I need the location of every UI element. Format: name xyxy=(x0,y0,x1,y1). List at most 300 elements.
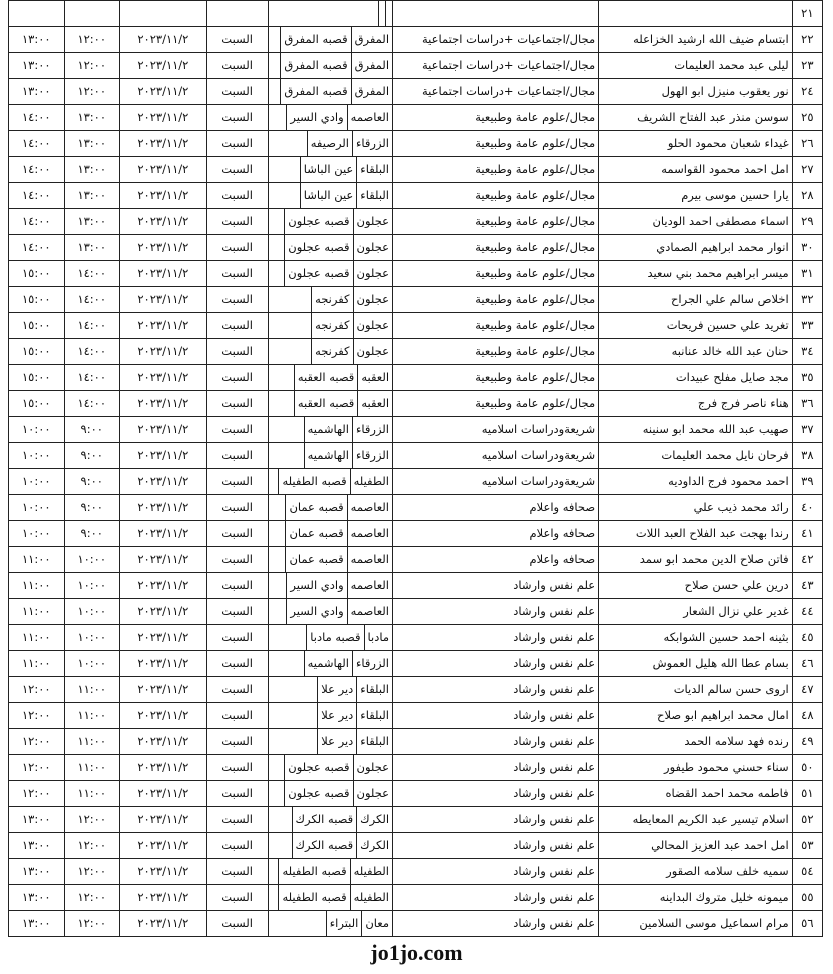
start-time: ١٤:٠٠ xyxy=(64,365,119,391)
teacher-name: رندا بهجت عبد الفلاح العبد اللات xyxy=(599,521,793,547)
governorate xyxy=(386,1,392,26)
end-time: ١٥:٠٠ xyxy=(9,261,65,287)
start-time: ١٤:٠٠ xyxy=(64,287,119,313)
table-row xyxy=(9,573,823,599)
end-time: ١١:٠٠ xyxy=(9,599,65,625)
exam-date: ٢٠٢٣/١١/٢ xyxy=(119,53,206,79)
directorate-area: الرصيفه xyxy=(307,131,353,156)
exam-day: السبت xyxy=(206,443,268,469)
exam-date: ٢٠٢٣/١١/٢ xyxy=(119,235,206,261)
row-number: ٢٩ xyxy=(792,209,822,235)
table-row xyxy=(9,911,823,937)
directorate-area: وادي السير xyxy=(286,573,347,598)
row-number: ٣٥ xyxy=(792,365,822,391)
specialty-field: مجال/علوم عامة وطبيعية xyxy=(393,183,599,209)
teacher-name: فاطمه محمد احمد القضاه xyxy=(599,781,793,807)
start-time: ١١:٠٠ xyxy=(64,729,119,755)
exam-date: ٢٠٢٣/١١/٢ xyxy=(119,573,206,599)
start-time: ١٣:٠٠ xyxy=(64,183,119,209)
governorate: عجلون xyxy=(356,240,390,254)
governorate: المفرق xyxy=(354,32,390,46)
exam-date: ٢٠٢٣/١١/٢ xyxy=(119,27,206,53)
governorate: المفرق xyxy=(354,58,390,72)
row-number: ٥٢ xyxy=(792,807,822,833)
directorate-area: الهاشميه xyxy=(304,417,353,442)
table-row xyxy=(9,131,823,157)
row-number: ٤٧ xyxy=(792,677,822,703)
directorate-area: قصبه عجلون xyxy=(284,781,353,806)
location-cell xyxy=(268,859,393,885)
start-time xyxy=(64,1,119,27)
exam-day: السبت xyxy=(206,911,268,937)
governorate: العاصمه xyxy=(350,578,390,592)
exam-day xyxy=(206,1,268,27)
location-cell xyxy=(268,885,393,911)
row-number: ٣٦ xyxy=(792,391,822,417)
specialty-field: علم نفس وارشاد xyxy=(393,625,599,651)
governorate: العاصمه xyxy=(350,500,390,514)
exam-day: السبت xyxy=(206,729,268,755)
exam-day: السبت xyxy=(206,547,268,573)
governorate: البلقاء xyxy=(360,708,390,722)
exam-day: السبت xyxy=(206,599,268,625)
end-time: ١٢:٠٠ xyxy=(9,703,65,729)
governorate: العاصمه xyxy=(350,604,390,618)
location-cell xyxy=(268,53,393,79)
location-cell xyxy=(268,573,393,599)
exam-date: ٢٠٢٣/١١/٢ xyxy=(119,807,206,833)
exam-date: ٢٠٢٣/١١/٢ xyxy=(119,287,206,313)
table-row xyxy=(9,1,823,27)
end-time: ١٣:٠٠ xyxy=(9,885,65,911)
exam-day: السبت xyxy=(206,755,268,781)
governorate: البلقاء xyxy=(360,188,390,202)
end-time: ١٥:٠٠ xyxy=(9,339,65,365)
governorate: العاصمه xyxy=(350,110,390,124)
location-cell xyxy=(268,703,393,729)
location-cell xyxy=(268,79,393,105)
location-cell xyxy=(268,157,393,183)
row-number: ٥٣ xyxy=(792,833,822,859)
teacher-name: تغريد علي حسين فريحات xyxy=(599,313,793,339)
row-number: ٢٢ xyxy=(792,27,822,53)
exam-day: السبت xyxy=(206,79,268,105)
exam-date: ٢٠٢٣/١١/٢ xyxy=(119,781,206,807)
directorate-area: قصبه الطفيله xyxy=(278,469,350,494)
directorate-area: قصبه المفرق xyxy=(280,27,351,52)
directorate-area: قصبه العقبه xyxy=(294,391,358,416)
directorate-area: وادي السير xyxy=(286,599,347,624)
governorate: البلقاء xyxy=(360,734,390,748)
location-cell xyxy=(268,417,393,443)
teacher-name: اسماء مصطفى احمد الوديان xyxy=(599,209,793,235)
exam-day: السبت xyxy=(206,209,268,235)
exam-date: ٢٠٢٣/١١/٢ xyxy=(119,521,206,547)
row-number: ٤٢ xyxy=(792,547,822,573)
specialty-field: علم نفس وارشاد xyxy=(393,651,599,677)
table-row xyxy=(9,157,823,183)
exam-date: ٢٠٢٣/١١/٢ xyxy=(119,313,206,339)
directorate-area: قصبه عجلون xyxy=(284,755,353,780)
end-time: ١٥:٠٠ xyxy=(9,365,65,391)
teacher-name: انوار محمد ابراهيم الصمادي xyxy=(599,235,793,261)
start-time: ١١:٠٠ xyxy=(64,755,119,781)
start-time: ١٢:٠٠ xyxy=(64,911,119,937)
start-time: ٩:٠٠ xyxy=(64,521,119,547)
exam-date: ٢٠٢٣/١١/٢ xyxy=(119,261,206,287)
teacher-name: اروى حسن سالم الديات xyxy=(599,677,793,703)
governorate: عجلون xyxy=(356,292,390,306)
row-number: ٢٣ xyxy=(792,53,822,79)
directorate-area: قصبه عمان xyxy=(285,521,347,546)
governorate: الزرقاء xyxy=(356,448,390,462)
governorate: الكرك xyxy=(360,812,390,826)
location-cell xyxy=(268,261,393,287)
start-time: ١٢:٠٠ xyxy=(64,27,119,53)
directorate-area: قصبه الطفيله xyxy=(278,859,350,884)
teacher-name: حنان عبد الله خالد عنانبه xyxy=(599,339,793,365)
table-row xyxy=(9,703,823,729)
directorate-area: قصبه عجلون xyxy=(284,235,353,260)
exam-day: السبت xyxy=(206,391,268,417)
location-cell xyxy=(268,235,393,261)
exam-date: ٢٠٢٣/١١/٢ xyxy=(119,625,206,651)
table-row xyxy=(9,807,823,833)
exam-date: ٢٠٢٣/١١/٢ xyxy=(119,79,206,105)
start-time: ١٤:٠٠ xyxy=(64,391,119,417)
governorate: عجلون xyxy=(356,344,390,358)
exam-date: ٢٠٢٣/١١/٢ xyxy=(119,339,206,365)
location-cell xyxy=(268,339,393,365)
row-number: ٤١ xyxy=(792,521,822,547)
table-row xyxy=(9,313,823,339)
end-time: ١٥:٠٠ xyxy=(9,391,65,417)
exam-date: ٢٠٢٣/١١/٢ xyxy=(119,105,206,131)
directorate-area: دير علا xyxy=(317,703,357,728)
location-cell xyxy=(268,781,393,807)
end-time: ١٣:٠٠ xyxy=(9,911,65,937)
directorate-area: عين الباشا xyxy=(300,183,358,208)
watermark-footer: jo1jo.com xyxy=(370,940,463,965)
end-time: ١٤:٠٠ xyxy=(9,105,65,131)
teacher-name: سوسن منذر عبد الفتاح الشريف xyxy=(599,105,793,131)
end-time: ١٤:٠٠ xyxy=(9,157,65,183)
row-number: ٤٣ xyxy=(792,573,822,599)
exam-date: ٢٠٢٣/١١/٢ xyxy=(119,443,206,469)
start-time: ١٢:٠٠ xyxy=(64,53,119,79)
teacher-name: ليلى عبد محمد العليمات xyxy=(599,53,793,79)
exam-day: السبت xyxy=(206,469,268,495)
teacher-name: رنده فهد سلامه الحمد xyxy=(599,729,793,755)
table-row xyxy=(9,521,823,547)
table-row xyxy=(9,183,823,209)
row-number: ٤٠ xyxy=(792,495,822,521)
exam-date: ٢٠٢٣/١١/٢ xyxy=(119,131,206,157)
exam-date: ٢٠٢٣/١١/٢ xyxy=(119,417,206,443)
teacher-name: صهيب عبد الله محمد ابو سنينه xyxy=(599,417,793,443)
location-cell xyxy=(268,651,393,677)
row-number: ٣١ xyxy=(792,261,822,287)
table-row xyxy=(9,391,823,417)
row-number: ٤٩ xyxy=(792,729,822,755)
exam-day: السبت xyxy=(206,781,268,807)
row-number: ٣٠ xyxy=(792,235,822,261)
specialty-field: مجال/علوم عامة وطبيعية xyxy=(393,391,599,417)
end-time: ١٠:٠٠ xyxy=(9,443,65,469)
teacher-name: فاتن صلاح الدين محمد ابو سمد xyxy=(599,547,793,573)
governorate: الزرقاء xyxy=(356,422,390,436)
table-row xyxy=(9,27,823,53)
table-row xyxy=(9,885,823,911)
specialty-field: علم نفس وارشاد xyxy=(393,833,599,859)
exam-date: ٢٠٢٣/١١/٢ xyxy=(119,859,206,885)
table-row xyxy=(9,781,823,807)
exam-day: السبت xyxy=(206,183,268,209)
exam-date: ٢٠٢٣/١١/٢ xyxy=(119,677,206,703)
start-time: ٩:٠٠ xyxy=(64,469,119,495)
specialty-field: علم نفس وارشاد xyxy=(393,677,599,703)
exam-date: ٢٠٢٣/١١/٢ xyxy=(119,391,206,417)
exam-day: السبت xyxy=(206,105,268,131)
end-time: ١٢:٠٠ xyxy=(9,677,65,703)
start-time: ١٠:٠٠ xyxy=(64,547,119,573)
row-number: ٢٧ xyxy=(792,157,822,183)
location-cell xyxy=(268,911,393,937)
governorate: البلقاء xyxy=(360,162,390,176)
specialty-field: صحافه واعلام xyxy=(393,495,599,521)
governorate: الكرك xyxy=(360,838,390,852)
directorate-area: كفرنجه xyxy=(311,313,353,338)
directorate-area: قصبه الكرك xyxy=(292,807,358,832)
table-row xyxy=(9,261,823,287)
start-time: ١١:٠٠ xyxy=(64,677,119,703)
start-time: ١٠:٠٠ xyxy=(64,625,119,651)
end-time: ١٤:٠٠ xyxy=(9,183,65,209)
governorate: العاصمه xyxy=(350,552,390,566)
location-cell xyxy=(268,287,393,313)
location-cell xyxy=(268,391,393,417)
end-time: ١٢:٠٠ xyxy=(9,755,65,781)
location-cell xyxy=(268,1,393,27)
teacher-name: بثينه احمد حسين الشوابكه xyxy=(599,625,793,651)
end-time: ١٠:٠٠ xyxy=(9,495,65,521)
directorate-area: الهاشميه xyxy=(304,443,353,468)
row-number: ٣٧ xyxy=(792,417,822,443)
directorate-area: وادي السير xyxy=(286,105,347,130)
row-number: ٥٦ xyxy=(792,911,822,937)
start-time: ١٤:٠٠ xyxy=(64,339,119,365)
start-time: ١٣:٠٠ xyxy=(64,209,119,235)
end-time: ١٣:٠٠ xyxy=(9,807,65,833)
teacher-name: اخلاص سالم علي الجراح xyxy=(599,287,793,313)
exam-date: ٢٠٢٣/١١/٢ xyxy=(119,911,206,937)
governorate: عجلون xyxy=(356,214,390,228)
end-time: ١٠:٠٠ xyxy=(9,469,65,495)
directorate-area: عين الباشا xyxy=(300,157,358,182)
start-time: ١٣:٠٠ xyxy=(64,131,119,157)
row-number: ٥١ xyxy=(792,781,822,807)
governorate: الطفيله xyxy=(353,474,390,488)
exam-day: السبت xyxy=(206,885,268,911)
specialty-field: مجال/علوم عامة وطبيعية xyxy=(393,313,599,339)
specialty-field: علم نفس وارشاد xyxy=(393,703,599,729)
specialty-field: علم نفس وارشاد xyxy=(393,755,599,781)
row-number: ٣٢ xyxy=(792,287,822,313)
exam-day: السبت xyxy=(206,859,268,885)
directorate-area: قصبه الكرك xyxy=(292,833,358,858)
specialty-field: مجال/علوم عامة وطبيعية xyxy=(393,105,599,131)
start-time: ١٣:٠٠ xyxy=(64,235,119,261)
teacher-name: غيداء شعبان محمود الحلو xyxy=(599,131,793,157)
row-number: ٢٤ xyxy=(792,79,822,105)
specialty-field: مجال/علوم عامة وطبيعية xyxy=(393,157,599,183)
end-time: ١١:٠٠ xyxy=(9,625,65,651)
exam-date: ٢٠٢٣/١١/٢ xyxy=(119,651,206,677)
specialty-field: شريعةودراسات اسلاميه xyxy=(393,417,599,443)
exam-day: السبت xyxy=(206,365,268,391)
governorate: الزرقاء xyxy=(356,656,390,670)
exam-date: ٢٠٢٣/١١/٢ xyxy=(119,703,206,729)
row-number: ٤٦ xyxy=(792,651,822,677)
start-time: ١٢:٠٠ xyxy=(64,833,119,859)
teacher-name: ابتسام ضيف الله ارشيد الخزاعله xyxy=(599,27,793,53)
start-time: ١٣:٠٠ xyxy=(64,157,119,183)
table-row xyxy=(9,105,823,131)
exam-day: السبت xyxy=(206,339,268,365)
teacher-name: يارا حسين موسى بيرم xyxy=(599,183,793,209)
location-cell xyxy=(268,677,393,703)
directorate-area: قصبه الطفيله xyxy=(278,885,350,910)
table-row xyxy=(9,495,823,521)
teacher-name: بسام عطا الله هليل العموش xyxy=(599,651,793,677)
row-number: ٥٠ xyxy=(792,755,822,781)
directorate-area: دير علا xyxy=(317,677,357,702)
governorate: مادبا xyxy=(367,630,390,644)
exam-date: ٢٠٢٣/١١/٢ xyxy=(119,547,206,573)
specialty-field: علم نفس وارشاد xyxy=(393,859,599,885)
row-number: ٥٥ xyxy=(792,885,822,911)
exam-day: السبت xyxy=(206,703,268,729)
exam-date: ٢٠٢٣/١١/٢ xyxy=(119,885,206,911)
specialty-field xyxy=(393,1,599,27)
teacher-name: امل احمد عبد العزيز المحالي xyxy=(599,833,793,859)
teacher-name: احمد محمود فرج الداوديه xyxy=(599,469,793,495)
table-row xyxy=(9,209,823,235)
teacher-name: هناء ناصر فرج فرج xyxy=(599,391,793,417)
specialty-field: صحافه واعلام xyxy=(393,547,599,573)
location-cell xyxy=(268,105,393,131)
specialty-field: شريعةودراسات اسلاميه xyxy=(393,443,599,469)
teacher-name: مرام اسماعيل موسى السلامين xyxy=(599,911,793,937)
specialty-field: صحافه واعلام xyxy=(393,521,599,547)
end-time xyxy=(9,1,65,27)
teacher-name: سناء حسني محمود طيفور xyxy=(599,755,793,781)
table-row xyxy=(9,833,823,859)
row-number: ٢٨ xyxy=(792,183,822,209)
end-time: ١٥:٠٠ xyxy=(9,287,65,313)
table-row xyxy=(9,599,823,625)
start-time: ١٢:٠٠ xyxy=(64,885,119,911)
location-cell xyxy=(268,807,393,833)
governorate: الطفيله xyxy=(353,864,390,878)
governorate: العقبه xyxy=(361,370,390,384)
specialty-field: علم نفس وارشاد xyxy=(393,807,599,833)
specialty-field: مجال/علوم عامة وطبيعية xyxy=(393,261,599,287)
exam-day: السبت xyxy=(206,677,268,703)
exam-date: ٢٠٢٣/١١/٢ xyxy=(119,599,206,625)
end-time: ١٠:٠٠ xyxy=(9,417,65,443)
exam-day: السبت xyxy=(206,261,268,287)
governorate: العاصمه xyxy=(350,526,390,540)
teacher-name: ميسر ابراهيم محمد بني سعيد xyxy=(599,261,793,287)
table-row xyxy=(9,417,823,443)
table-row xyxy=(9,469,823,495)
table-row xyxy=(9,677,823,703)
location-cell xyxy=(268,547,393,573)
row-number: ٢١ xyxy=(792,1,822,27)
teacher-name: مجد صايل مفلح عبيدات xyxy=(599,365,793,391)
directorate-area: كفرنجه xyxy=(311,287,353,312)
specialty-field: مجال/علوم عامة وطبيعية xyxy=(393,131,599,157)
governorate: عجلون xyxy=(356,760,390,774)
specialty-field: مجال/اجتماعيات +دراسات اجتماعية xyxy=(393,79,599,105)
teacher-name xyxy=(599,1,793,27)
directorate-area: كفرنجه xyxy=(311,339,353,364)
specialty-field: علم نفس وارشاد xyxy=(393,781,599,807)
exam-day: السبت xyxy=(206,417,268,443)
end-time: ١٢:٠٠ xyxy=(9,781,65,807)
table-row xyxy=(9,729,823,755)
teacher-name: درين علي حسن صلاح xyxy=(599,573,793,599)
specialty-field: علم نفس وارشاد xyxy=(393,911,599,937)
exam-day: السبت xyxy=(206,495,268,521)
directorate-area xyxy=(378,1,386,26)
end-time: ١٣:٠٠ xyxy=(9,833,65,859)
row-number: ٣٨ xyxy=(792,443,822,469)
start-time: ٩:٠٠ xyxy=(64,417,119,443)
location-cell xyxy=(268,365,393,391)
governorate: عجلون xyxy=(356,786,390,800)
governorate: الزرقاء xyxy=(356,136,390,150)
directorate-area: قصبه عمان xyxy=(285,547,347,572)
location-cell xyxy=(268,833,393,859)
start-time: ٩:٠٠ xyxy=(64,495,119,521)
directorate-area: قصبه عجلون xyxy=(284,209,353,234)
end-time: ١٠:٠٠ xyxy=(9,521,65,547)
start-time: ١٢:٠٠ xyxy=(64,807,119,833)
teacher-name: سميه خلف سلامه الصقور xyxy=(599,859,793,885)
table-row xyxy=(9,365,823,391)
end-time: ١٣:٠٠ xyxy=(9,27,65,53)
specialty-field: علم نفس وارشاد xyxy=(393,885,599,911)
row-number: ٣٤ xyxy=(792,339,822,365)
governorate: العقبه xyxy=(361,396,390,410)
exam-date: ٢٠٢٣/١١/٢ xyxy=(119,157,206,183)
end-time: ١٥:٠٠ xyxy=(9,313,65,339)
exam-day: السبت xyxy=(206,833,268,859)
location-cell xyxy=(268,729,393,755)
exam-date: ٢٠٢٣/١١/٢ xyxy=(119,495,206,521)
specialty-field: علم نفس وارشاد xyxy=(393,599,599,625)
end-time: ١٤:٠٠ xyxy=(9,131,65,157)
end-time: ١١:٠٠ xyxy=(9,547,65,573)
exam-date: ٢٠٢٣/١١/٢ xyxy=(119,729,206,755)
directorate-area: قصبه المفرق xyxy=(280,79,351,104)
row-number: ٢٥ xyxy=(792,105,822,131)
exam-day: السبت xyxy=(206,521,268,547)
directorate-area: الهاشميه xyxy=(304,651,353,676)
specialty-field: علم نفس وارشاد xyxy=(393,729,599,755)
